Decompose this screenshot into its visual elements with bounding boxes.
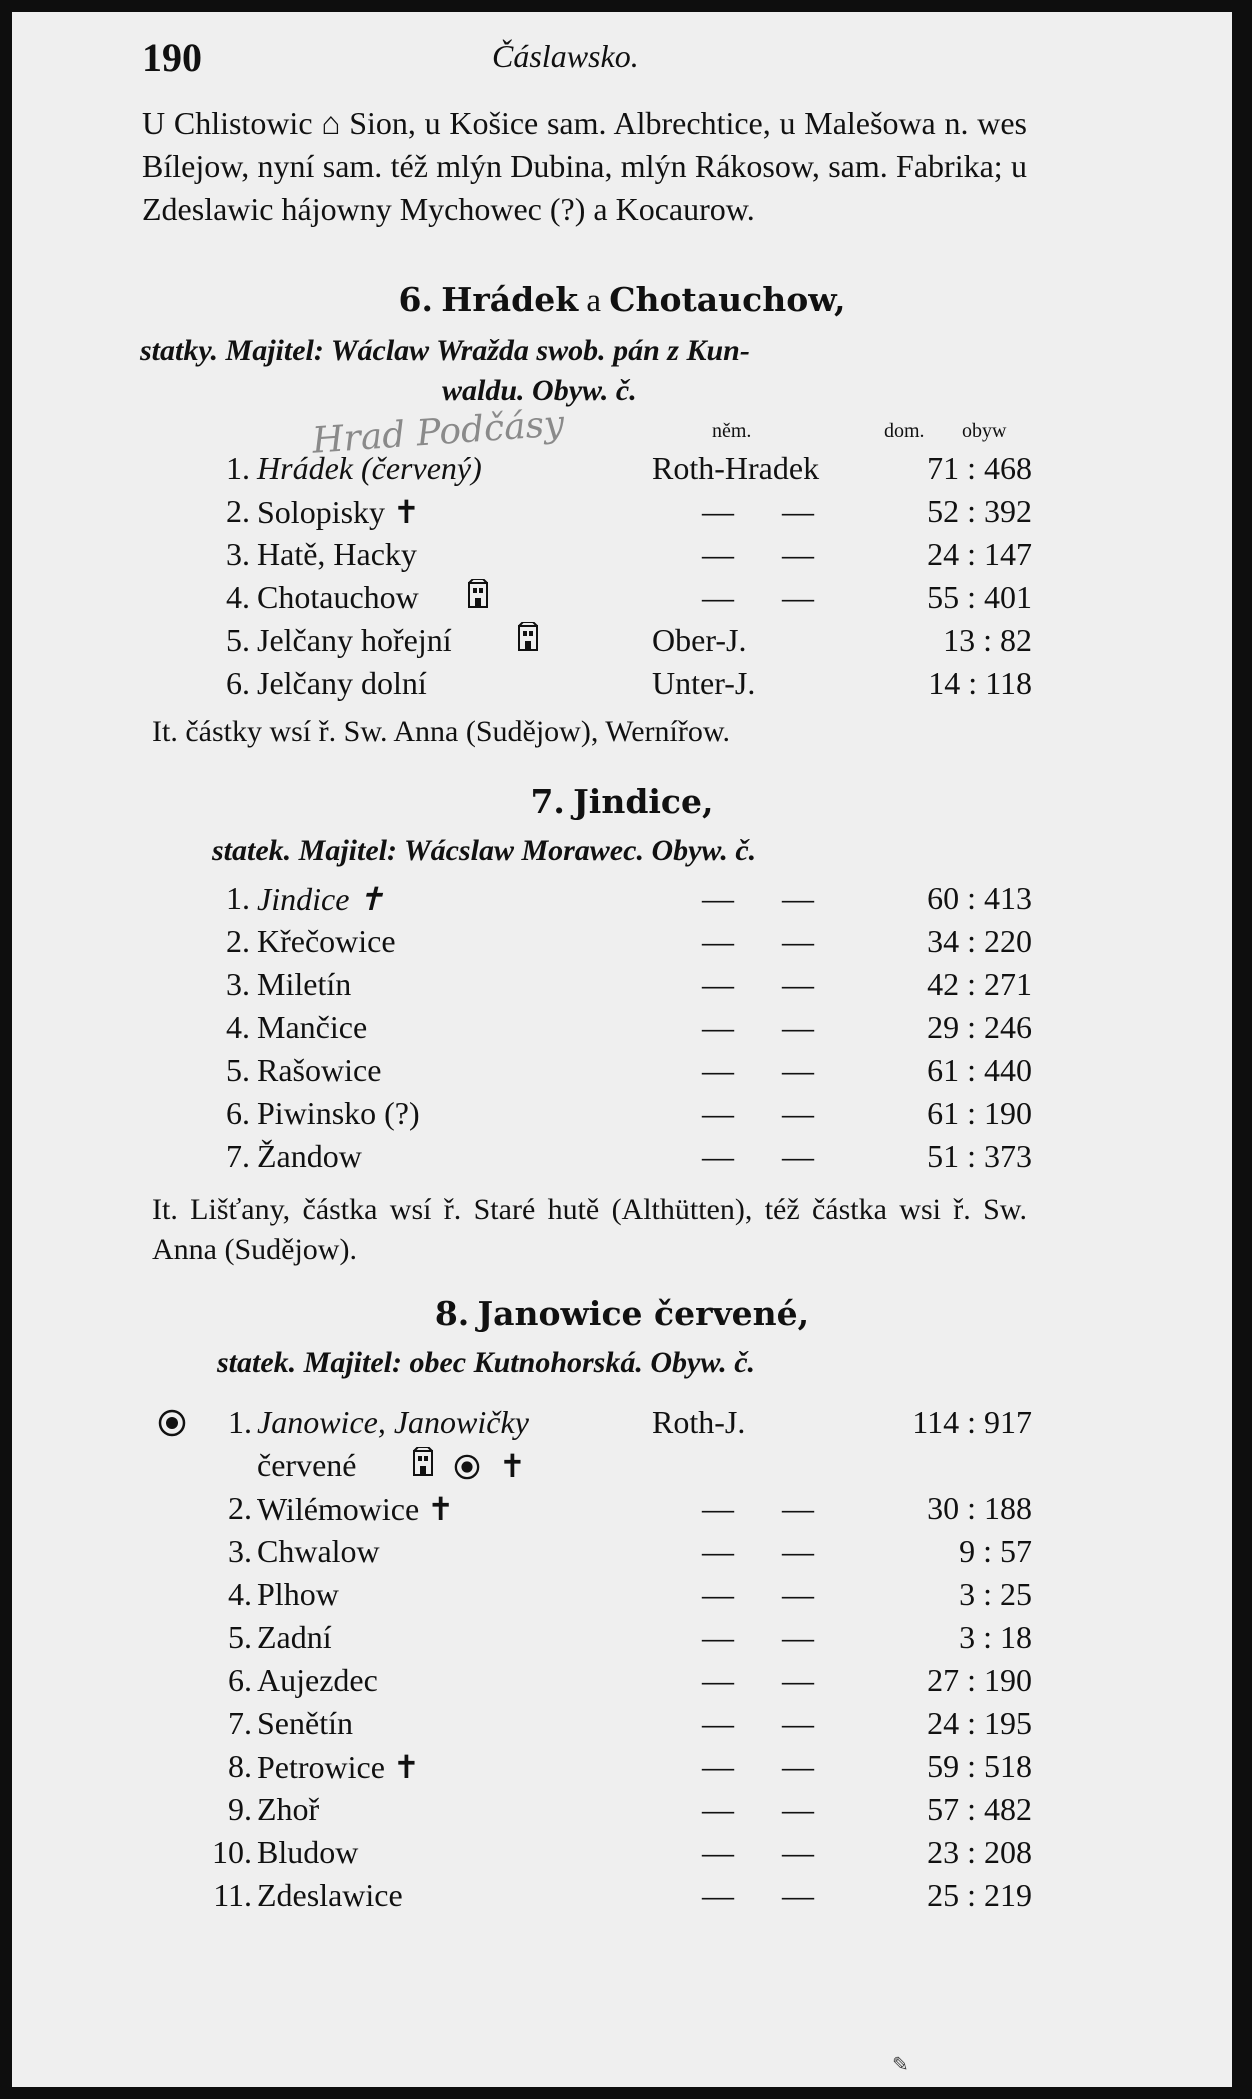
place-name: Senětín [257,1705,353,1741]
dash: — [782,1533,814,1569]
place-name: Wilémowice ✝ [257,1491,455,1527]
ratio: 57 : 482 [927,1791,1032,1827]
dash: — [702,493,734,529]
place-name: Křečowice [257,923,396,959]
table-row: 1. Janowice, Janowičky Roth-J. 114 : 917 [12,1404,1232,1446]
ratio: 51 : 373 [927,1138,1032,1174]
dash: — [782,1490,814,1526]
dash: — [702,1748,734,1784]
place-name: Miletín [257,966,352,1002]
dash: — [782,1877,814,1913]
ratio: 9 : 57 [959,1533,1032,1569]
place-name: Hatě, Hacky [257,536,417,572]
ratio: 71 : 468 [927,450,1032,486]
ratio: 3 : 25 [959,1576,1032,1612]
table-row: 6. Aujezdec — — 27 : 190 [228,1662,1032,1698]
dash: — [782,1834,814,1870]
table-row: 5. Zadní — — 3 : 18 [228,1619,1032,1655]
table-row: 7. Senětín — — 24 : 195 [228,1705,1032,1741]
dash: — [782,1009,814,1045]
ratio: 13 : 82 [943,622,1032,658]
dash: — [702,923,734,959]
ratio: 23 : 208 [927,1834,1032,1870]
table-row: 6. Piwinsko (?) — — 61 : 190 [226,1095,1032,1131]
place-name: Hrádek (červený) [257,450,482,486]
running-title: Čáslawsko. [492,38,639,74]
ratio: 114 : 917 [912,1404,1032,1440]
dash: — [702,1009,734,1045]
col-head-german: něm. [712,420,752,442]
table-row: 3. Hatě, Hacky — — 24 : 147 [226,536,1032,572]
section-6-heading [12,280,1232,320]
german-name: Roth-Hradek [652,450,820,486]
dash: — [702,1705,734,1741]
dash: — [702,536,734,572]
dash: — [702,1490,734,1526]
section-6-owner-line-2: waldu. Obyw. č. [442,374,637,407]
section-7-owner-line: statek. Majitel: Wácslaw Morawec. Obyw. č. [212,834,757,867]
dash: — [702,1877,734,1913]
dash: — [702,880,734,916]
dash: — [782,1748,814,1784]
section-6-conj: a [586,283,602,319]
table-row: 1. Jindice ✝ — — 60 : 413 [226,880,1032,917]
dash: — [702,1619,734,1655]
table-row: 4. Mančice — — 29 : 246 [226,1009,1032,1045]
place-name: Jelčany dolní [257,665,427,701]
col-head-houses: dom. [884,420,925,442]
dash: — [702,579,734,615]
table-row: 2. Křečowice — — 34 : 220 [226,923,1032,959]
dash: — [702,1095,734,1131]
table-row: 2. Wilémowice ✝ — — 30 : 188 [228,1490,1032,1527]
place-name: Mančice [257,1009,368,1045]
section-6-owner-line-1: statky. Majitel: Wáclaw Wražda swob. pán z Kun- [140,334,750,367]
pencil-annotation: Hrad Podčásy [310,403,566,462]
ratio: 24 : 195 [927,1705,1032,1741]
dash: — [782,1138,814,1174]
place-name: Solopisky ✝ [257,494,420,530]
section-8-title: Janowice červené, [477,1294,810,1333]
place-name: Zhoř [257,1791,320,1827]
section-7-heading [12,782,1232,822]
place-name-cont: červené [257,1447,357,1483]
section-7-title: Jindice, [573,782,714,821]
place-name: Piwinsko (?) [257,1095,420,1131]
ratio: 61 : 190 [927,1095,1032,1131]
dash: — [782,1791,814,1827]
table-row: 7. Žandow — — 51 : 373 [226,1138,1032,1174]
table-row: 4. Chotauchow — — 55 : 401 [226,579,1032,615]
ratio: 61 : 440 [927,1052,1032,1088]
table-row: 5. Jelčany hořejní Ober-J. 13 : 82 [226,622,1032,658]
castle-icon [412,1447,434,1485]
place-name: Petrowice ✝ [257,1749,420,1785]
table-row: 6. Jelčany dolní Unter-J. 14 : 118 [226,665,1032,701]
dash: — [702,1533,734,1569]
ratio: 60 : 413 [927,880,1032,916]
table-row: 11. Zdeslawice — — 25 : 219 [213,1877,1032,1913]
place-name: Chwalow [257,1533,380,1569]
table-row: 3. Miletín — — 42 : 271 [226,966,1032,1002]
dash: — [702,1662,734,1698]
ratio: 59 : 518 [927,1748,1032,1784]
ratio: 25 : 219 [927,1877,1032,1913]
dash: — [782,1662,814,1698]
place-name: Jelčany hořejní [257,622,452,658]
table-row: 1. Hrádek (červený) Roth-Hradek 71 : 468 [226,450,1032,486]
intro-paragraph: U Chlistowic ⌂ Sion, u Košice sam. Albrechtice, u Malešowa n. wes Bílejow, nyní sam. též mlýn Dubina, mlýn Rákosow, sam. Fabrika; u Zdeslawic hájowny Mychowec (?) a Kocaurow. [142,105,1027,227]
dash: — [702,1576,734,1612]
table-row: 2. Solopisky ✝ — — 52 : 392 [226,493,1032,530]
ratio: 42 : 271 [927,966,1032,1002]
place-name: Zdeslawice [257,1877,403,1913]
ratio: 52 : 392 [927,493,1032,529]
table-row: 10. Bludow — — 23 : 208 [212,1834,1032,1870]
place-name: Jindice ✝ [257,881,385,917]
place-name: Zadní [257,1619,332,1655]
page-number: 190 [142,35,202,80]
table-row [12,1447,1232,1489]
place-name: Žandow [257,1138,362,1174]
ratio: 27 : 190 [927,1662,1032,1698]
table-row: 9. Zhoř — — 57 : 482 [228,1791,1032,1827]
ratio: 30 : 188 [927,1490,1032,1526]
dash: — [782,536,814,572]
dash: — [782,1095,814,1131]
table-row: 8. Petrowice ✝ — — 59 : 518 [228,1748,1032,1785]
section-7-number: 7. [530,782,565,821]
section-6-number: 6. [398,280,433,319]
section-6-title-b: Chotauchow, [609,280,846,319]
section-6-title-a: Hrádek [441,280,579,319]
dash: — [782,1576,814,1612]
dash: — [782,923,814,959]
dash: — [702,1138,734,1174]
ratio: 34 : 220 [927,923,1032,959]
section-6-note: It. částky wsí ř. Sw. Anna (Sudějow), Wernířow. [152,715,731,748]
section-8-heading [12,1294,1232,1334]
ratio: 24 : 147 [927,536,1032,572]
dash: — [782,1619,814,1655]
place-name: Plhow [257,1576,339,1612]
german-name: Unter-J. [652,665,756,701]
dash: — [782,966,814,1002]
section-7-note: It. Lišťany, částka wsí ř. Staré hutě (Althütten), též částka wsi ř. Sw. Anna (Sudějow). [152,1193,1027,1266]
place-name: Aujezdec [257,1662,378,1698]
section-8-number: 8. [434,1294,470,1333]
place-name: Chotauchow [257,579,419,615]
german-name: Ober-J. [652,622,747,658]
place-name: Bludow [257,1834,359,1870]
ratio: 14 : 118 [928,665,1032,701]
dash: — [782,1705,814,1741]
dash: — [782,880,814,916]
table-row: 4. Plhow — — 3 : 25 [228,1576,1032,1612]
dash: — [782,579,814,615]
ratio: 3 : 18 [959,1619,1032,1655]
place-name: Rašowice [257,1052,382,1088]
table-row: 5. Rašowice — — 61 : 440 [226,1052,1032,1088]
dash: — [702,1791,734,1827]
castle-icon [467,579,489,617]
castle-icon [517,622,539,660]
table-row: 3. Chwalow — — 9 : 57 [228,1533,1032,1569]
book-page [12,12,1232,2087]
dash: — [782,493,814,529]
dash: — [702,966,734,1002]
dash: — [782,1052,814,1088]
place-name: Janowice, Janowičky [257,1404,529,1440]
section-8-owner-line: statek. Majitel: obec Kutnohorská. Obyw. č. [217,1346,756,1379]
cross-icon: ✝ [499,1448,526,1484]
ratio: 29 : 246 [927,1009,1032,1045]
dash: — [702,1052,734,1088]
german-name: Roth-J. [652,1404,746,1440]
dash: — [702,1834,734,1870]
target-icon [454,1451,480,1488]
ratio: 55 : 401 [927,579,1032,615]
col-head-inhabitants: obyw [962,420,1007,442]
ink-mark-icon: ✎ [892,2054,909,2076]
